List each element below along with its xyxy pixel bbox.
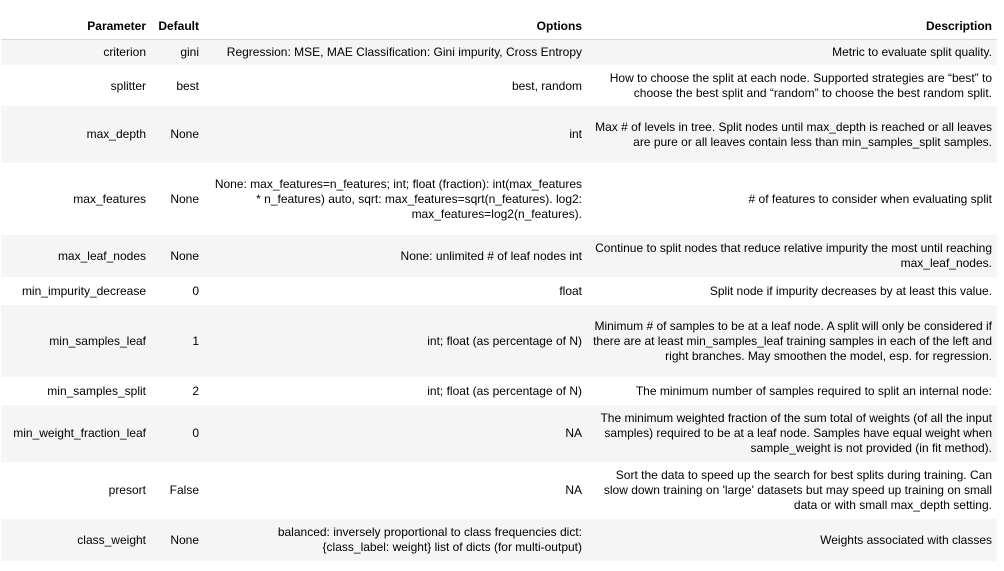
- description-cell: How to choose the split at each node. Supported strategies are “best” to choose the best split and “random” to choose the best random split.: [609, 71, 992, 100]
- default-cell: None: [170, 127, 199, 141]
- options-cell: NA: [565, 426, 582, 440]
- options-cell: int; float (as percentage of N): [427, 383, 582, 398]
- description-cell: Weights associated with classes: [820, 532, 992, 547]
- default-cell: None: [170, 248, 199, 263]
- table-row: [1, 377, 997, 405]
- options-cell: float: [559, 283, 582, 298]
- parameter-cell: criterion: [103, 45, 146, 59]
- header-default: Default: [151, 12, 204, 40]
- options-cell: balanced: inversely proportional to class frequencies dict: {class_label: weight} list of dicts (for multi-output): [277, 525, 582, 554]
- parameter-table: [1, 12, 997, 561]
- parameter-cell: class_weight: [77, 532, 146, 547]
- parameter-cell: min_samples_split: [47, 383, 146, 398]
- description-cell: # of features to consider when evaluating split: [748, 191, 992, 206]
- default-cell: gini: [180, 45, 199, 59]
- default-cell: 2: [192, 383, 199, 398]
- parameter-cell: splitter: [110, 78, 146, 93]
- description-cell: Metric to evaluate split quality.: [832, 45, 992, 59]
- header-description: Description: [587, 12, 997, 40]
- options-cell: Regression: MSE, MAE Classification: Gini impurity, Cross Entropy: [226, 45, 582, 59]
- table-row: [1, 519, 997, 561]
- parameter-cell: min_weight_fraction_leaf: [13, 426, 146, 440]
- parameter-cell: min_impurity_decrease: [21, 283, 146, 298]
- description-cell: Max # of levels in tree. Split nodes until max_depth is reached or all leaves are pure or all leaves contain less than min_samples_split samples.: [595, 119, 992, 149]
- parameter-cell: max_depth: [86, 127, 146, 141]
- table-row: [1, 405, 997, 462]
- description-cell: The minimum number of samples required to split an internal node:: [635, 383, 992, 398]
- header-parameter: Parameter: [1, 12, 151, 40]
- default-cell: False: [169, 483, 199, 497]
- table-row: [1, 277, 997, 305]
- description-cell: The minimum weighted fraction of the sum total of weights (of all the input samples) required to be at a leaf node. Samples have equal weight when sample_weight is not provided (in fit method).: [600, 411, 992, 455]
- description-cell: Continue to split nodes that reduce relative impurity the most until reaching max_leaf_nodes.: [595, 241, 992, 270]
- default-cell: 1: [192, 333, 199, 348]
- parameter-cell: max_features: [73, 191, 146, 206]
- table-body: [1, 40, 997, 562]
- options-cell: NA: [565, 483, 582, 497]
- table-row: [1, 305, 997, 377]
- header-row: [1, 12, 997, 40]
- description-cell: Sort the data to speed up the search for best splits during training. Can slow down training on 'large' datasets but may speed up training on small data or with small max_depth setting.: [603, 468, 992, 512]
- options-cell: None: max_features=n_features; int; float (fraction): int(max_features * n_features) auto, sqrt: max_features=sqrt(n_features). log2: max_features=log2(n_features).: [214, 176, 582, 221]
- table-row: [1, 235, 997, 277]
- default-cell: 0: [192, 283, 199, 298]
- parameter-cell: min_samples_leaf: [49, 333, 146, 348]
- table-row: [1, 106, 997, 163]
- default-cell: 0: [192, 426, 199, 440]
- options-cell: int: [569, 127, 582, 141]
- parameter-cell: presort: [108, 483, 146, 497]
- table-row: [1, 65, 997, 106]
- default-cell: None: [170, 191, 199, 206]
- options-cell: int; float (as percentage of N): [427, 333, 582, 348]
- options-cell: None: unlimited # of leaf nodes int: [400, 248, 582, 263]
- description-cell: Minimum # of samples to be at a leaf node. A split will only be considered if there are at least min_samples_leaf training samples in each of the left and right branches. May smoothen the model, esp. for regression.: [593, 318, 992, 363]
- default-cell: None: [170, 532, 199, 547]
- table-row: [1, 40, 997, 66]
- default-cell: best: [176, 78, 199, 93]
- description-cell: Split node if impurity decreases by at least this value.: [709, 283, 992, 298]
- parameter-cell: max_leaf_nodes: [57, 248, 146, 263]
- header-options: Options: [204, 12, 587, 40]
- table-row: [1, 163, 997, 235]
- options-cell: best, random: [511, 78, 582, 93]
- table-header: [1, 12, 997, 40]
- table-row: [1, 462, 997, 519]
